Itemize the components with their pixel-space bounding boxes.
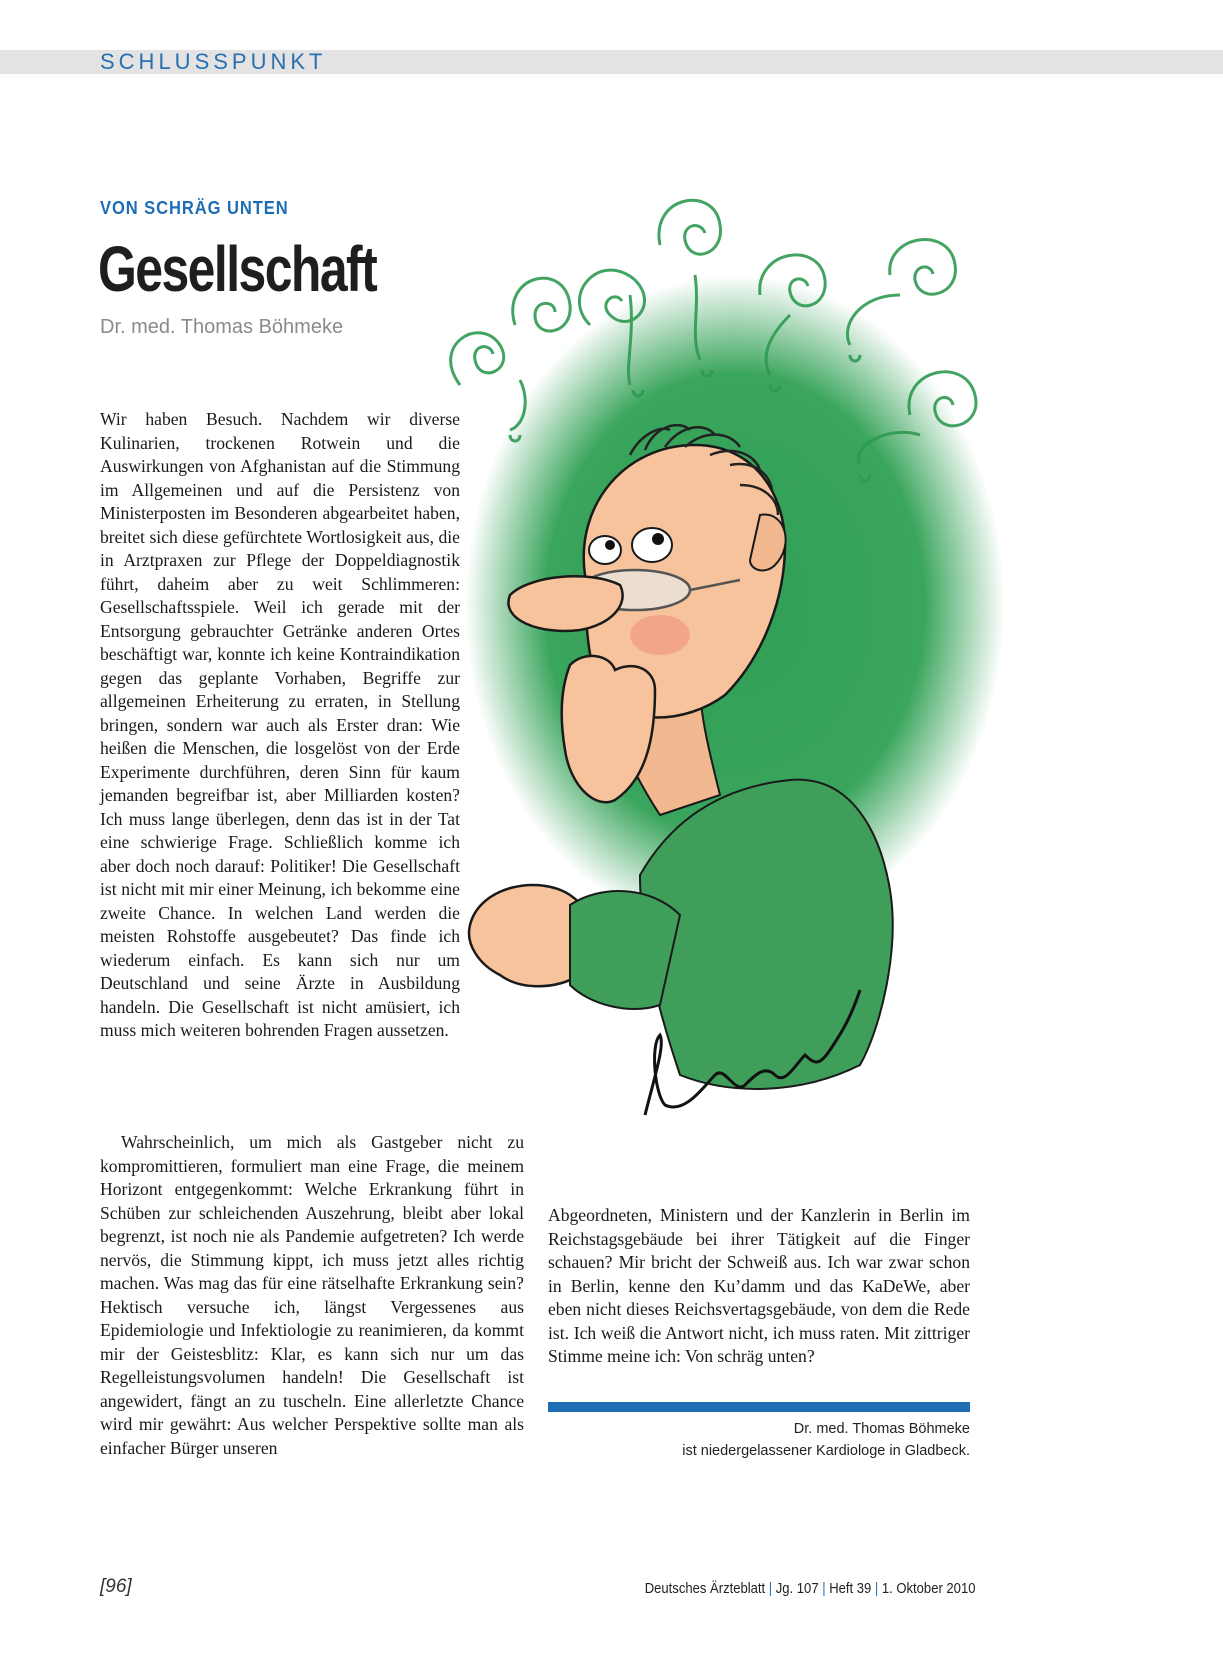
bio-name: Dr. med. Thomas Böhmeke: [793, 1421, 970, 1437]
article-kicker: VON SCHRÄG UNTEN: [100, 198, 289, 218]
sweater: [640, 780, 893, 1089]
page-number: [96]: [100, 1576, 132, 1597]
paragraph-3: Abgeordneten, Ministern und der Kanzlerin in Berlin im Reichstagsgebäude bei ihrer Tätigkeit auf die Finger schauen? Mir bricht der Schweiß aus. Ich war zwar schon in Berlin, kenne den Ku’damm und das KaDeWe, aber eben nicht dieses Reichsvertagsgebäude, von dem die Rede ist. Ich weiß die Antwort nicht, ich muss raten. Mit zittriger Stimme meine ich: Von schräg unten?: [548, 1205, 970, 1366]
journal-name: Deutsches Ärzteblatt: [644, 1581, 765, 1597]
bio-line: ist niedergelassener Kardiologe in Gladbeck.: [682, 1443, 970, 1459]
article-title: Gesellschaft: [98, 233, 377, 305]
paragraph-2: Wahrscheinlich, um mich als Gastgeber nicht zu kompromittieren, formuliert man eine Frage, die meinem Horizont entgegenkommt: Welche Erkrankung führt in Schüben zur schleichenden Auszehrung, bleibt aber lokal begrenzt, ist noch nie als Pandemie aufgetreten? Ich werde nervös, die Stimmung kippt, ich muss jetzt alles richtig machen. Was mag das für eine rätselhafte Erkrankung sein? Hektisch versuche ich, längst Vergessenes aus Epidemiologie und Infektiologie zu reanimieren, da kommt mir der Geistesblitz: Klar, es kann sich nur um das Regelleistungsvolumen handeln! Die Gesellschaft ist angewidert, fängt an zu tuscheln. Eine allerletzte Chance wird mir gewährt: Aus welcher Perspektive sollte man als einfacher Bürger unseren: [100, 1132, 524, 1458]
article-column-1-lower: [100, 1131, 524, 1460]
journal-issue: Heft 39: [828, 1581, 871, 1597]
bio-rule: [548, 1402, 970, 1412]
section-label: SCHLUSSPUNKT: [100, 49, 327, 74]
article-column-1: [100, 408, 524, 1043]
journal-date: 1. Oktober 2010: [881, 1581, 975, 1597]
author-bio: [548, 1418, 970, 1462]
journal-footer: Deutsches Ärzteblatt | Jg. 107 | Heft 39 | 1. Oktober 2010: [644, 1581, 975, 1597]
article-column-2: [548, 1204, 970, 1369]
journal-volume: Jg. 107: [775, 1581, 819, 1597]
paragraph-1: Wir haben Besuch. Nachdem wir diverse Kulinarien, trockenen Rotwein und die Auswirkungen von Afghanistan auf die Stimmung im Allgemeinen und auf die Persistenz von Ministerposten im Besonderen abgearbeitet haben, breitet sich diese gefürchtete Wortlosigkeit aus, die in Arztpraxen zur Pflege der Doppeldiagnostik führt, daheim aber zu weit Schlimmeren: Gesellschaftsspiele. Weil ich gerade mit der Entsorgung gebrauchter Getränke anderen Ortes beschäftigt war, konnte ich keine Kontraindikation gegen das geplante Vorhaben, Begriffe zur allgemeinen Erheiterung zu erraten, in Stellung bringen, sondern war auch als Erster dran: Wie heißen die Menschen, die losgelöst von der Erde Experimente durchführen, deren Sinn für kaum jemanden begreifbar ist, aber Milliarden kosten? Ich muss lange überlegen, denn das ist in der Tat eine schwierige Frage. Schließlich komme ich aber doch noch darauf: Politiker! Die Gesellschaft ist nicht mit mir einer Meinung, ich bekomme eine zweite Chance. In welchen Land werden die meisten Rohstoffe ausgebeutet? Das finde ich wiederum einfach. Es kann sich nur um Deutschland und seine Ärzte in Ausbildung handeln. Die Gesellschaft ist nicht amüsiert, ich muss mich weiteren bohrenden Fragen aussetzen.: [100, 409, 460, 1040]
article-author: Dr. med. Thomas Böhmeke: [100, 316, 344, 338]
